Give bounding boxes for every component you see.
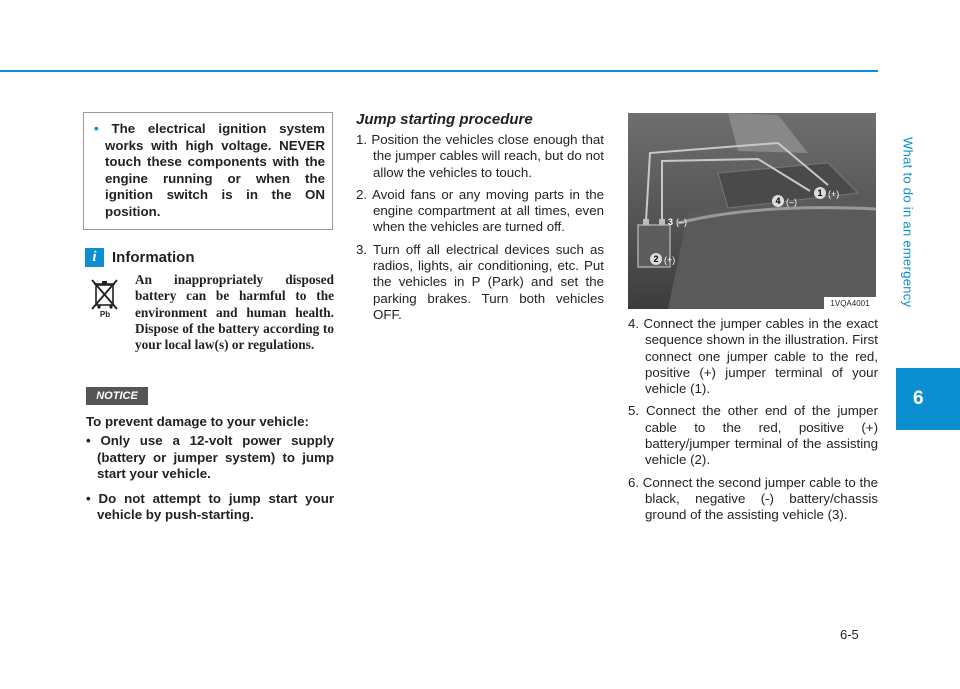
notice-intro: To prevent damage to your vehicle: [86, 414, 309, 429]
information-title: Information [112, 249, 195, 266]
notice-badge: NOTICE [86, 387, 148, 405]
bullet-icon: • [94, 121, 99, 136]
procedure-steps-continued [628, 316, 878, 530]
warning-box [83, 112, 333, 230]
callout-2: 2 [653, 254, 659, 264]
page-number: 6-5 [840, 627, 859, 642]
list-item: 5. Connect the other end of the jumper cable to the red, positive (+) battery/jumper terminal of the assisting vehicle (2). [628, 403, 878, 468]
list-item: 6. Connect the second jumper cable to the black, negative (-) battery/chassis ground of the assisting vehicle (3). [628, 474, 878, 523]
diagram-code: 1VQA4001 [830, 299, 870, 308]
callout-2-sign: (+) [664, 255, 676, 265]
information-heading [85, 248, 195, 267]
list-item: 2. Avoid fans or any moving parts in the engine compartment at all times, even when the vehicles are turned off. [356, 186, 604, 235]
callout-3-sign: (–) [676, 217, 687, 227]
crossed-bin-icon [87, 275, 123, 319]
info-icon: i [85, 248, 104, 267]
section-title: Jump starting procedure [356, 111, 533, 128]
bin-label: Pb [99, 310, 111, 319]
list-item: 4. Connect the jumper cables in the exact sequence shown in the illustration. First connect one jumper cable to the red, positive (+) jumper terminal of your vehicle (1). [628, 316, 878, 397]
callout-4-sign: (–) [786, 197, 797, 207]
chapter-side-label: What to do in an emergency [900, 136, 916, 308]
chapter-tab: 6 [896, 368, 960, 430]
list-item: 1. Position the vehicles close enough that the jumper cables will reach, but do not allow the vehicles to touch. [356, 132, 604, 180]
header-rule [0, 70, 878, 72]
list-item: • Do not attempt to jump start your vehicle by push-starting. [86, 490, 334, 522]
callout-1-sign: (+) [828, 189, 840, 199]
notice-list [86, 433, 334, 532]
information-text: An inappropriately disposed battery can be harmful to the environment and human health. Dispose of the battery according to your local law(s) or regulations. [135, 272, 334, 353]
callout-4: 4 [775, 196, 781, 206]
warning-text: • The electrical ignition system works with high voltage. NEVER touch these components with the engine running or when the ignition switch is in the ON position. [94, 121, 326, 219]
jump-start-diagram [628, 113, 876, 309]
list-item: • Only use a 12-volt power supply (battery or jumper system) to jump start your vehicle. [86, 433, 335, 481]
callout-1: 1 [817, 188, 823, 198]
procedure-steps [356, 132, 604, 329]
list-item: 3. Turn off all electrical devices such as radios, lights, air conditioning, etc. Put the vehicles in P (Park) and set the parking brakes. Turn both vehicles OFF. [356, 241, 604, 322]
callout-3: 3 [668, 217, 674, 227]
